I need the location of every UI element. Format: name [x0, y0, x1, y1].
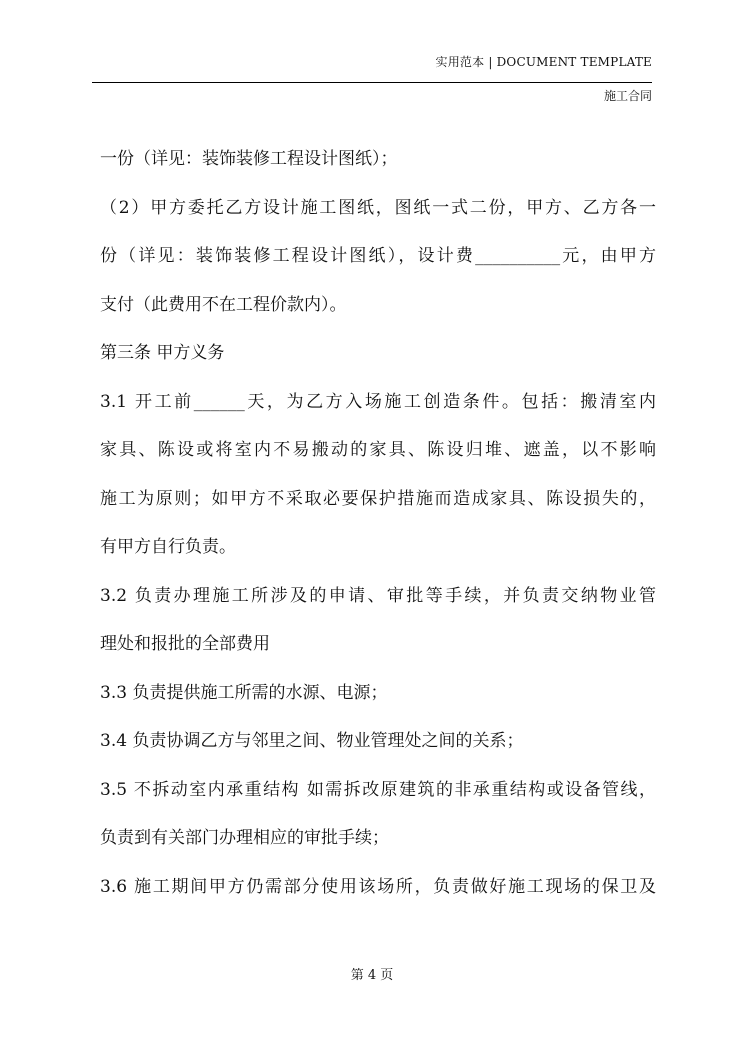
header-divider: [92, 82, 652, 83]
body-line: 3.5 不拆动室内承重结构 如需拆改原建筑的非承重结构或设备管线，: [100, 779, 656, 800]
body-line: 施工为原则；如甲方不采取必要保护措施而造成家具、陈设损失的，: [100, 488, 656, 509]
body-line: 3.6 施工期间甲方仍需部分使用该场所，负责做好施工现场的保卫及: [100, 876, 656, 897]
page-number: 第 4 页: [350, 968, 394, 983]
body-line: 3.2 负责办理施工所涉及的申请、审批等手续，并负责交纳物业管: [100, 585, 656, 606]
body-line: 3.4 负责协调乙方与邻里之间、物业管理处之间的关系；: [100, 731, 524, 751]
document-body: [100, 135, 656, 911]
body-line: 有甲方自行负责。: [100, 537, 236, 557]
body-line: 3.3 负责提供施工所需的水源、电源；: [100, 682, 388, 703]
body-line: 负责到有关部门办理相应的审批手续；: [100, 828, 389, 848]
body-line: 家具、陈设或将室内不易搬动的家具、陈设归堆、遮盖，以不影响: [100, 440, 656, 460]
header-title: 实用范本 | DOCUMENT TEMPLATE: [435, 55, 652, 69]
section-heading: 第三条 甲方义务: [100, 343, 225, 363]
body-line: 支付（此费用不在工程价款内）。: [100, 294, 347, 315]
body-line: 3.1 开工前______天，为乙方入场施工创造条件。包括：搬清室内: [100, 391, 656, 412]
header-subtitle: 施工合同: [603, 89, 652, 103]
body-line: 理处和报批的全部费用: [100, 634, 270, 654]
body-line: 份（详见：装饰装修工程设计图纸），设计费__________元，由甲方: [100, 246, 656, 266]
body-line: （2）甲方委托乙方设计施工图纸，图纸一式二份，甲方、乙方各一: [100, 197, 656, 218]
body-line: 一份（详见：装饰装修工程设计图纸）；: [100, 149, 398, 169]
